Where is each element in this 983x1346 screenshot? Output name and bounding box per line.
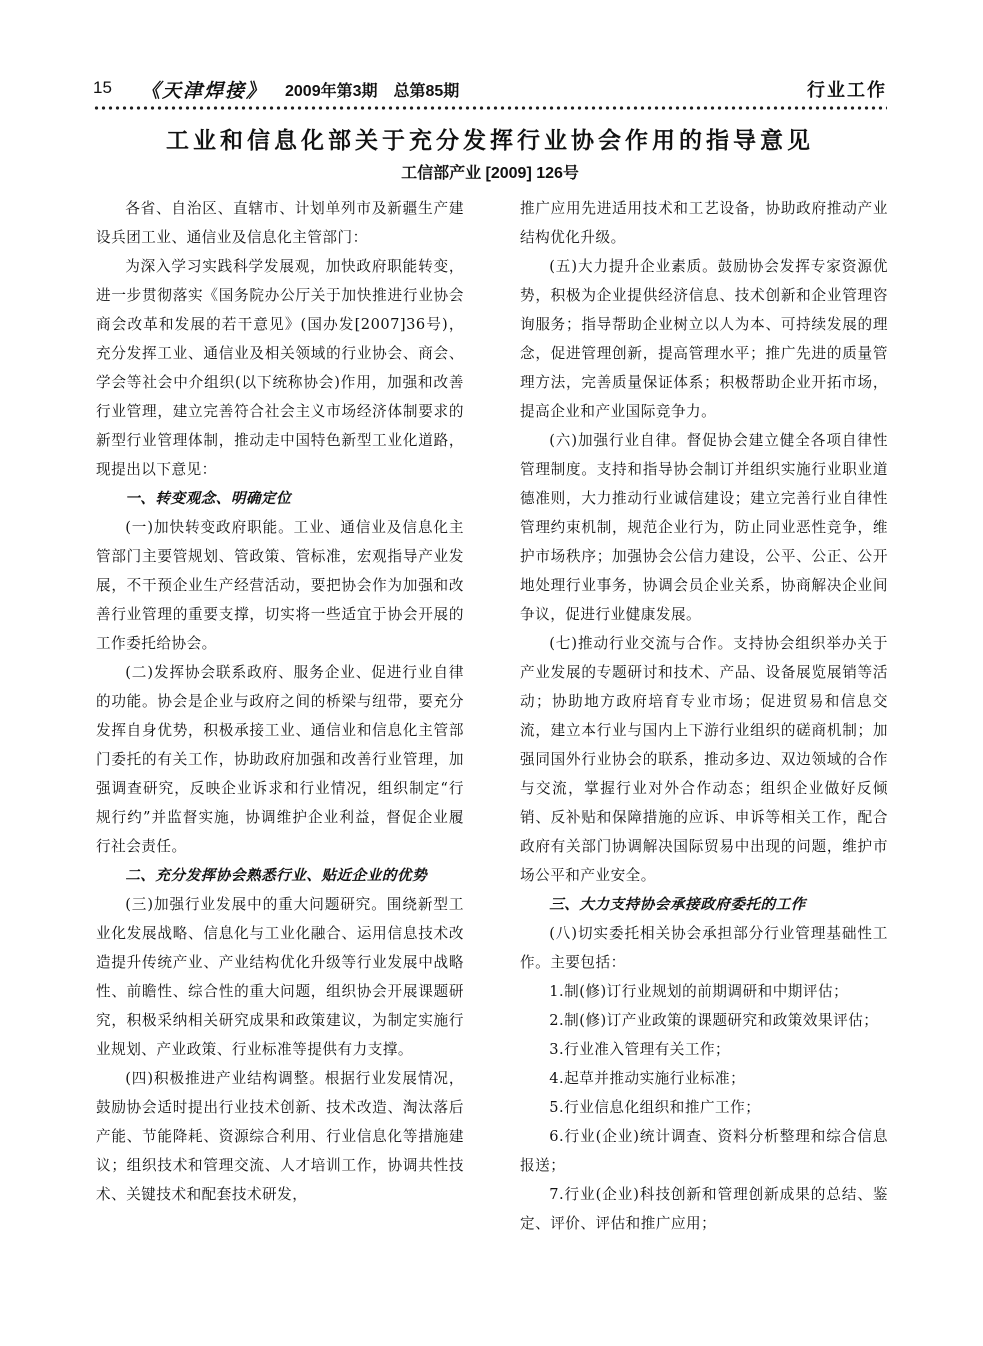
body-paragraph: 各省、自治区、直辖市、计划单列市及新疆生产建设兵团工业、通信业及信息化主管部门： <box>96 200 464 246</box>
body-paragraph: 7.行业(企业)科技创新和管理创新成果的总结、鉴定、评价、评估和推广应用； <box>520 1186 888 1232</box>
body-paragraph: 5.行业信息化组织和推广工作； <box>549 1099 761 1116</box>
document-number: 工信部产业 [2009] 126号 <box>401 165 579 182</box>
body-paragraph: (四)积极推进产业结构调整。根据行业发展情况，鼓励协会适时提出行业技术创新、技术改造、淘汰落后产能、节能降耗、资源综合利用、行业信息化等措施建议；组织技术和管理交流、人才培训工作，协调共性技术、关键技术和配套技术研发， <box>96 1070 464 1203</box>
body-paragraph: 3.行业准入管理有关工作； <box>549 1041 731 1058</box>
body-paragraph: (五)大力提升企业素质。鼓励协会发挥专家资源优势，积极为企业提供经济信息、技术创新和企业管理咨询服务；指导帮助企业树立以人为本、可持续发展的理念，促进管理创新，提高管理水平；推广先进的质量管理方法，完善质量保证体系；积极帮助企业开拓市场，提高企业和产业国际竞争力。 <box>520 258 888 420</box>
dotted-divider <box>93 106 887 110</box>
section-name: 行业工作 <box>807 80 887 101</box>
body-paragraph: 6.行业(企业)统计调查、资料分析整理和综合信息报送； <box>520 1128 888 1174</box>
running-header <box>93 76 887 106</box>
left-column <box>96 194 464 1209</box>
right-column <box>520 194 888 1238</box>
section-heading: 三、大力支持协会承接政府委托的工作 <box>549 896 806 913</box>
body-paragraph: 推广应用先进适用技术和工艺设备，协助政府推动产业结构优化升级。 <box>520 200 888 246</box>
body-paragraph: 4.起草并推动实施行业标准； <box>549 1070 746 1087</box>
article-title: 工业和信息化部关于充分发挥行业协会作用的指导意见 <box>166 127 814 154</box>
body-paragraph: 1.制(修)订行业规划的前期调研和中期评估； <box>549 983 849 1000</box>
journal-name: 《天津焊接》 <box>141 80 268 102</box>
section-heading: 一、转变观念、明确定位 <box>125 490 292 507</box>
body-paragraph: (三)加强行业发展中的重大问题研究。围绕新型工业化发展战略、信息化与工业化融合、运用信息技术改造提升传统产业、产业结构优化升级等行业发展中战略性、前瞻性、综合性的重大问题，组织协会开展课题研究，积极采纳相关研究成果和政策建议，为制定实施行业规划、产业政策、行业标准等提供有力支撑。 <box>96 896 464 1058</box>
body-paragraph: (七)推动行业交流与合作。支持协会组织举办关于产业发展的专题研讨和技术、产品、设备展览展销等活动；协助地方政府培育专业市场；促进贸易和信息交流，建立本行业与国内上下游行业组织的磋商机制；加强同国外行业协会的联系，推动多边、双边领域的合作与交流，掌握行业对外合作动态；组织企业做好反倾销、反补贴和保障措施的应诉、申诉等相关工作，配合政府有关部门协调解决国际贸易中出现的问题，维护市场公平和产业安全。 <box>520 635 888 884</box>
body-paragraph: (一)加快转变政府职能。工业、通信业及信息化主管部门主要管规划、管政策、管标准，宏观指导产业发展，不干预企业生产经营活动，要把协会作为加强和改善行业管理的重要支撑，切实将一些适宜于协会开展的工作委托给协会。 <box>96 519 464 652</box>
page-number: 15 <box>93 78 112 97</box>
issue-info: 2009年第3期 总第85期 <box>285 83 460 100</box>
body-paragraph: (六)加强行业自律。督促协会建立健全各项自律性管理制度。支持和指导协会制订并组织实施行业职业道德准则，大力推动行业诚信建设；建立完善行业自律性管理约束机制，规范企业行为，防止同业恶性竞争，维护市场秩序；加强协会公信力建设，公平、公正、公开地处理行业事务，协调会员企业关系，协商解决企业间争议，促进行业健康发展。 <box>520 432 888 623</box>
body-paragraph: (二)发挥协会联系政府、服务企业、促进行业自律的功能。协会是企业与政府之间的桥梁与纽带，要充分发挥自身优势，积极承接工业、通信业和信息化主管部门委托的有关工作，协助政府加强和改善行业管理，加强调查研究，反映企业诉求和行业情况，组织制定“行规行约”并监督实施，协调维护企业利益，督促企业履行社会责任。 <box>96 664 464 855</box>
body-paragraph: (八)切实委托相关协会承担部分行业管理基础性工作。主要包括： <box>520 925 888 971</box>
body-paragraph: 为深入学习实践科学发展观，加快政府职能转变，进一步贯彻落实《国务院办公厅关于加快推进行业协会商会改革和发展的若干意见》(国办发[2007]36号)，充分发挥工业、通信业及相关领域的行业协会、商会、学会等社会中介组织(以下统称协会)作用，加强和改善行业管理，建立完善符合社会主义市场经济体制要求的新型行业管理体制，推动走中国特色新型工业化道路，现提出以下意见： <box>96 258 464 478</box>
section-heading: 二、充分发挥协会熟悉行业、贴近企业的优势 <box>125 867 428 884</box>
body-paragraph: 2.制(修)订产业政策的课题研究和政策效果评估； <box>549 1012 879 1029</box>
